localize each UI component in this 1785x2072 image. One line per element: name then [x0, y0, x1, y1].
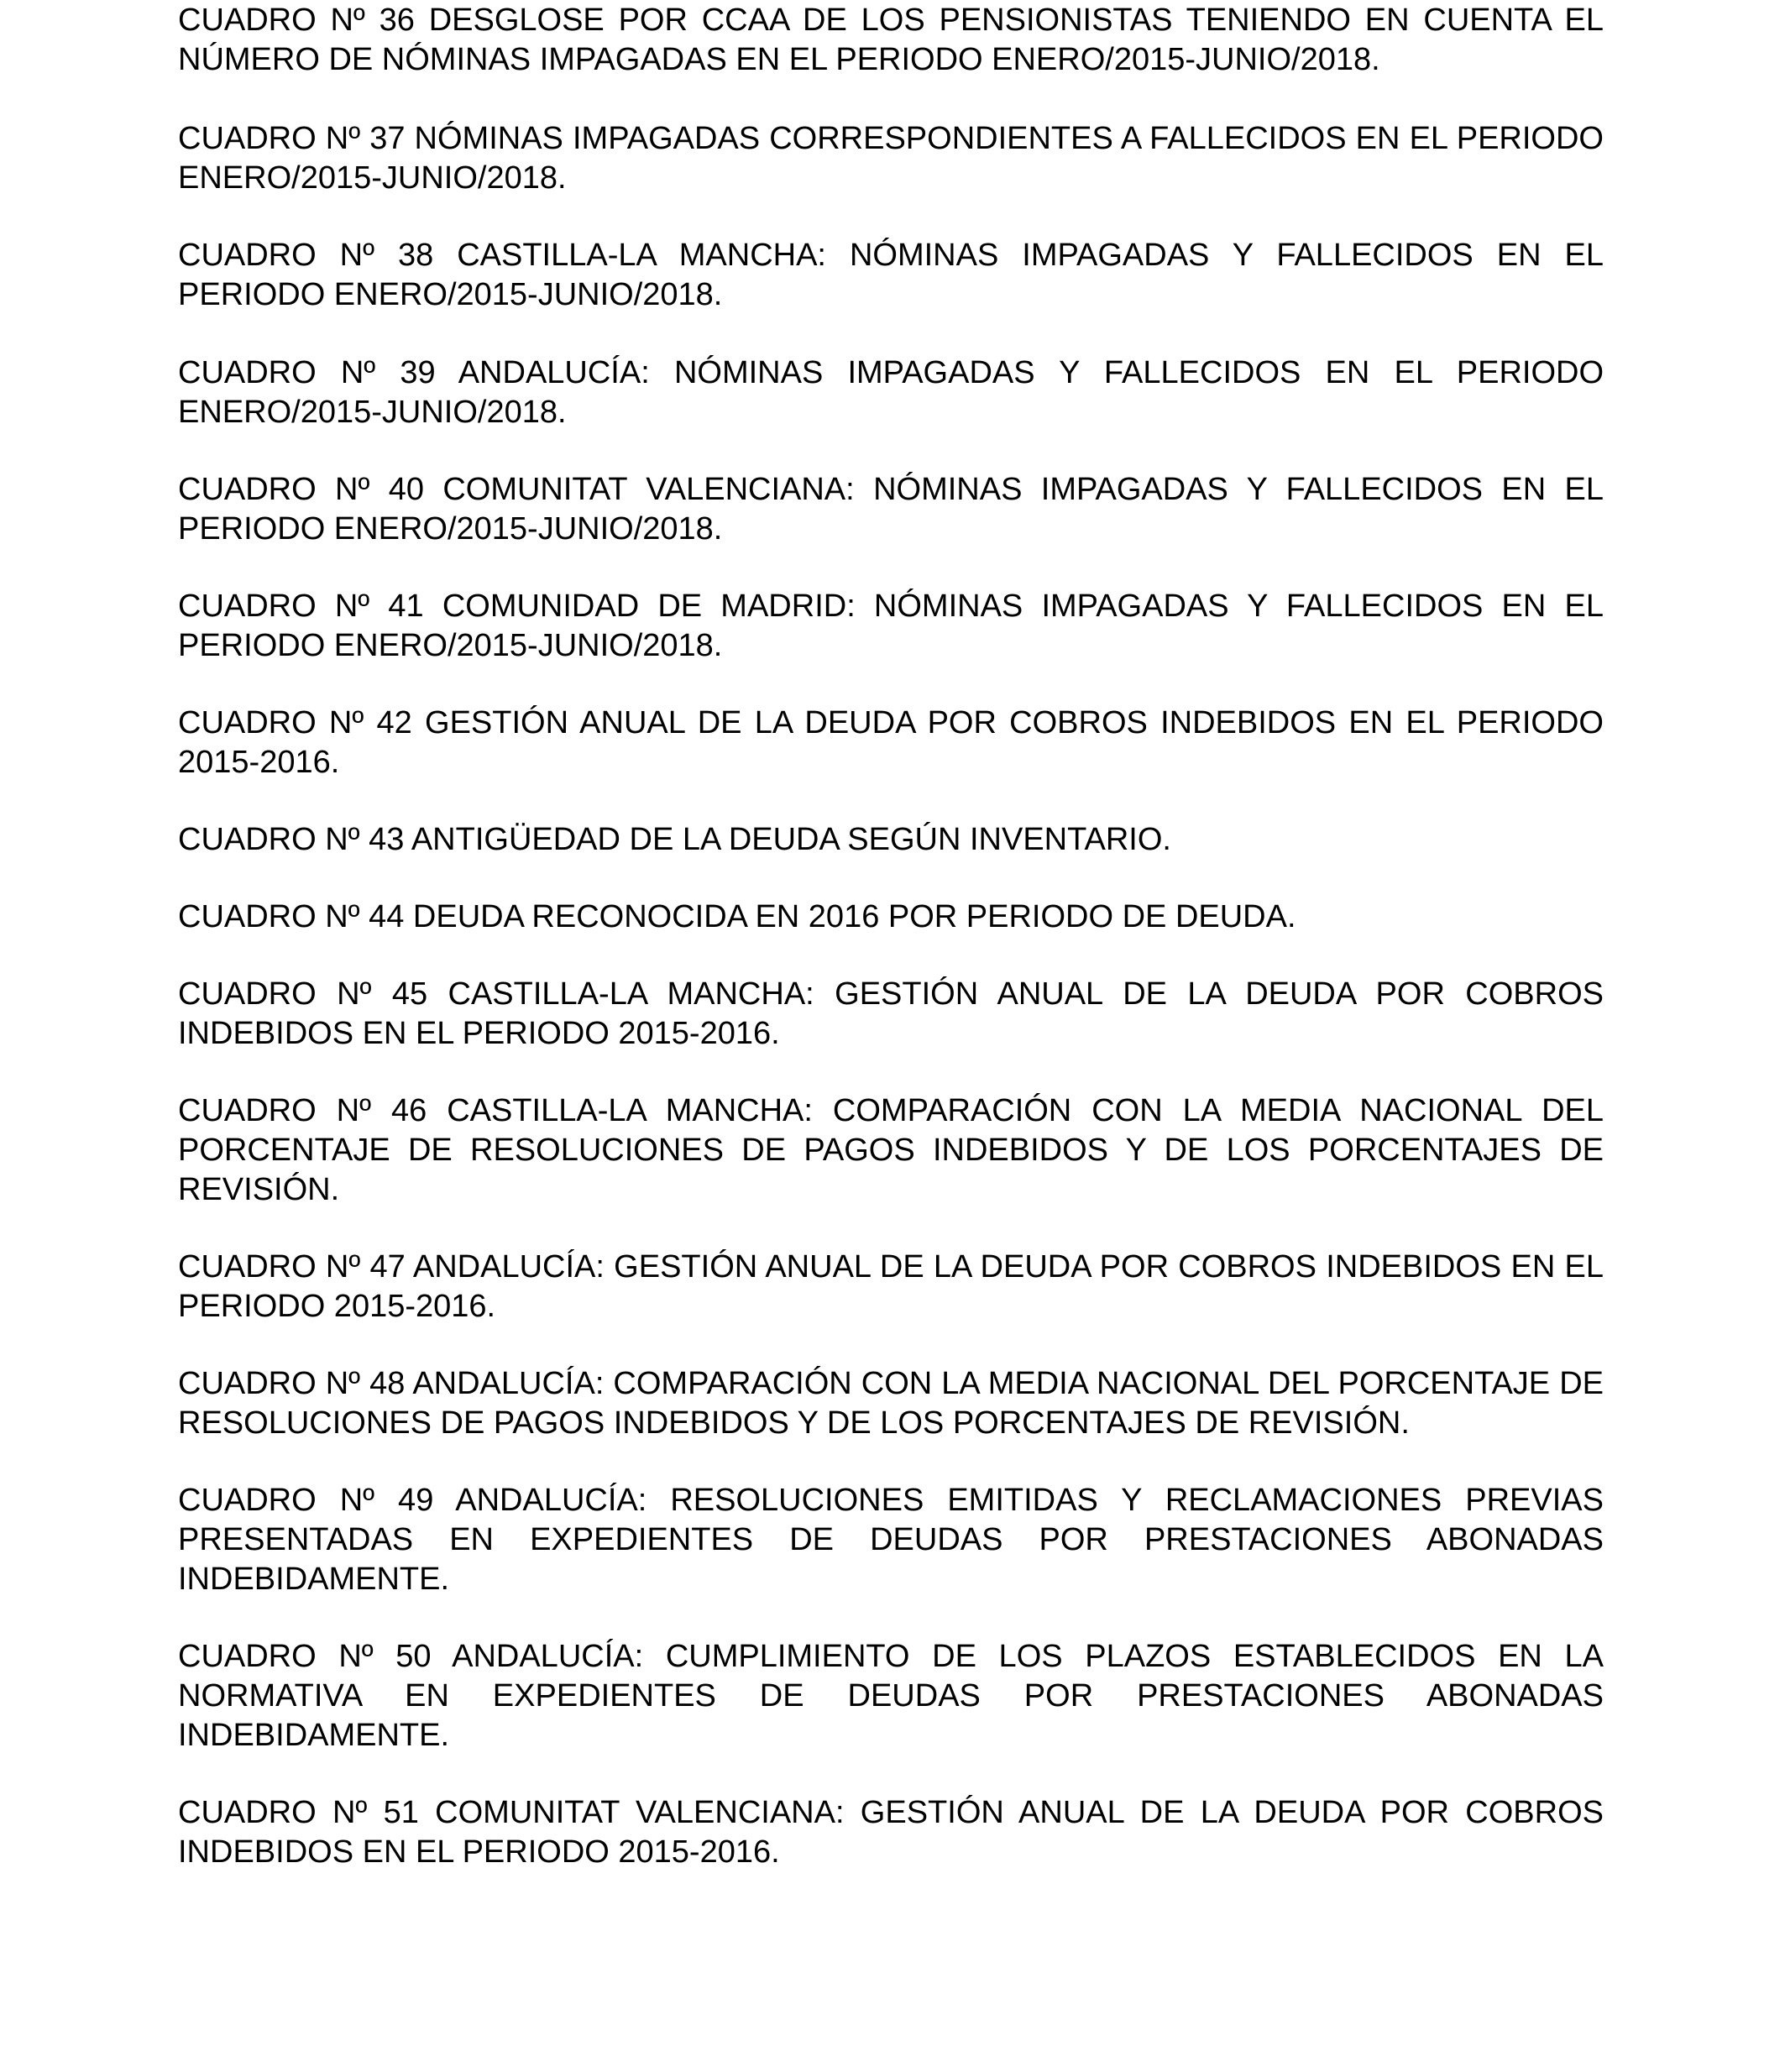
- table-index-list: [178, 0, 1604, 1872]
- table-index-entry: CUADRO Nº 41 COMUNIDAD DE MADRID: NÓMINAS IMPAGADAS Y FALLECIDOS EN EL PERIODO ENERO/2015-JUNIO/2018.: [178, 589, 1604, 663]
- table-index-entry: CUADRO Nº 38 CASTILLA-LA MANCHA: NÓMINAS IMPAGADAS Y FALLECIDOS EN EL PERIODO ENERO/2015-JUNIO/2018.: [178, 238, 1604, 312]
- table-index-entry: CUADRO Nº 45 CASTILLA-LA MANCHA: GESTIÓN ANUAL DE LA DEUDA POR COBROS INDEBIDOS EN EL PERIODO 2015-2016.: [178, 976, 1604, 1051]
- table-index-entry: CUADRO Nº 42 GESTIÓN ANUAL DE LA DEUDA POR COBROS INDEBIDOS EN EL PERIODO 2015-2016.: [178, 705, 1604, 780]
- table-index-entry: CUADRO Nº 48 ANDALUCÍA: COMPARACIÓN CON LA MEDIA NACIONAL DEL PORCENTAJE DE RESOLUCIONES DE PAGOS INDEBIDOS Y DE LOS PORCENTAJES DE REVISIÓN.: [178, 1366, 1604, 1441]
- table-index-entry: CUADRO Nº 43 ANTIGÜEDAD DE LA DEUDA SEGÚN INVENTARIO.: [178, 822, 1171, 857]
- table-index-entry: CUADRO Nº 47 ANDALUCÍA: GESTIÓN ANUAL DE LA DEUDA POR COBROS INDEBIDOS EN EL PERIODO 2015-2016.: [178, 1249, 1604, 1324]
- table-index-entry: CUADRO Nº 44 DEUDA RECONOCIDA EN 2016 POR PERIODO DE DEUDA.: [178, 899, 1296, 934]
- table-index-entry: CUADRO Nº 51 COMUNITAT VALENCIANA: GESTIÓN ANUAL DE LA DEUDA POR COBROS INDEBIDOS EN EL PERIODO 2015-2016.: [178, 1795, 1604, 1870]
- table-index-entry: CUADRO Nº 39 ANDALUCÍA: NÓMINAS IMPAGADAS Y FALLECIDOS EN EL PERIODO ENERO/2015-JUNIO/2018.: [178, 355, 1604, 430]
- table-index-entry: CUADRO Nº 49 ANDALUCÍA: RESOLUCIONES EMITIDAS Y RECLAMACIONES PREVIAS PRESENTADAS EN EXPEDIENTES DE DEUDAS POR PRESTACIONES ABONADAS INDEBIDAMENTE.: [178, 1483, 1604, 1597]
- table-index-entry: CUADRO Nº 36 DESGLOSE POR CCAA DE LOS PENSIONISTAS TENIENDO EN CUENTA EL NÚMERO DE NÓMINAS IMPAGADAS EN EL PERIODO ENERO/2015-JUNIO/2018.: [178, 3, 1604, 77]
- table-index-entry: CUADRO Nº 50 ANDALUCÍA: CUMPLIMIENTO DE LOS PLAZOS ESTABLECIDOS EN LA NORMATIVA EN EXPEDIENTES DE DEUDAS POR PRESTACIONES ABONADAS INDEBIDAMENTE.: [178, 1639, 1604, 1753]
- table-index-entry: CUADRO Nº 46 CASTILLA-LA MANCHA: COMPARACIÓN CON LA MEDIA NACIONAL DEL PORCENTAJE DE RESOLUCIONES DE PAGOS INDEBIDOS Y DE LOS PORCENTAJES DE REVISIÓN.: [178, 1093, 1604, 1207]
- table-index-entry: CUADRO Nº 40 COMUNITAT VALENCIANA: NÓMINAS IMPAGADAS Y FALLECIDOS EN EL PERIODO ENERO/2015-JUNIO/2018.: [178, 472, 1604, 547]
- table-index-entry: CUADRO Nº 37 NÓMINAS IMPAGADAS CORRESPONDIENTES A FALLECIDOS EN EL PERIODO ENERO/2015-JUNIO/2018.: [178, 121, 1604, 196]
